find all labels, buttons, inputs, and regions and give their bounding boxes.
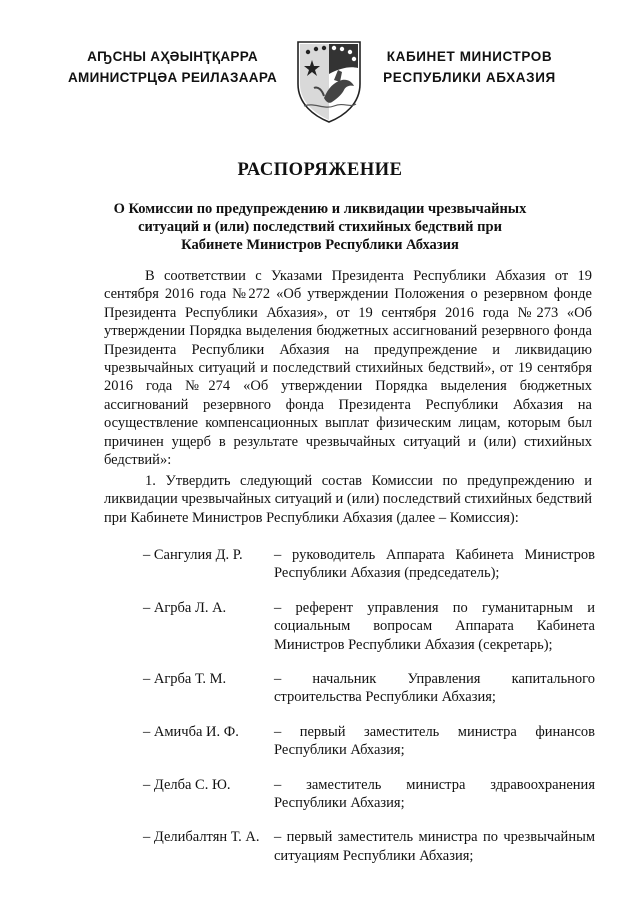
letterhead-abkhaz-line1: АҦСНЫ АҲӘЫНҬҚАРРА (87, 49, 258, 64)
coat-of-arms-icon (294, 38, 364, 124)
member-row (143, 599, 595, 654)
letterhead (0, 38, 640, 128)
letterhead-russian (372, 46, 567, 88)
preamble-paragraph: В соответствии с Указами Президента Республики Абхазия от 19 сентября 2016 года №272 «Об утверждении Положения о резервном фонде Президента Республики Абхазия», от 19 сентября 2016 года №273 «Об утверждении Порядка выделения бюджетных ассигнований резервного фонда Президента Республики Абхазия на предупреждение и ликвидацию чрезвычайных ситуаций и последствий стихийных бедствий», от 19 сентября 2016 года №274 «Об утверждении Порядка выделения бюджетных ассигнований резервного фонда Президента Республики Абхазия на осуществление компенсационных выплат физическим лицам, которым был причинен ущерб в результате чрезвычайных ситуаций и (или) стихийных бедствий»: (104, 268, 592, 469)
member-role: – первый заместитель министра по чрезвычайным ситуациям Республики Абхазия; (274, 829, 595, 864)
member-role: – руководитель Аппарата Кабинета Министров Республики Абхазия (председатель); (274, 547, 595, 582)
member-row (143, 546, 595, 583)
member-row (143, 776, 595, 813)
commission-members-list (143, 546, 595, 881)
member-name: – Делба С. Ю. (143, 776, 231, 793)
member-name: – Агрба Л. А. (143, 599, 227, 616)
letterhead-russian-line1: КАБИНЕТ МИНИСТРОВ (386, 49, 553, 64)
item-1-paragraph: 1. Утвердить следующий состав Комиссии по предупреждению и ликвидации чрезвычайных ситуаций и (или) последствий стихийных бедствий при Кабинете Министров Республики Абхазия (далее – Комиссия): (104, 473, 592, 526)
document-subtitle: О Комиссии по предупреждению и ликвидации чрезвычайных ситуаций и (или) последствий стихийных бедствий при Кабинете Министров Республики Абхазия (113, 201, 527, 253)
letterhead-russian-line2: РЕСПУБЛИКИ АБХАЗИЯ (383, 70, 556, 85)
member-name: – Агрба Т. М. (143, 671, 227, 688)
letterhead-abkhaz-line2: АМИНИСТРЦӘА РЕИЛАЗААРА (67, 70, 278, 85)
member-row (143, 723, 595, 760)
document-title: РАСПОРЯЖЕНИЕ (237, 160, 403, 180)
member-role: – заместитель министра здравоохранения Республики Абхазия; (274, 776, 595, 812)
member-name: – Делибалтян Т. А. (143, 829, 260, 846)
letterhead-abkhaz (60, 46, 285, 88)
member-role: – референт управления по гуманитарным и социальным вопросам Аппарата Кабинета Министров Республики Абхазия (секретарь); (274, 599, 595, 653)
member-role: – начальник Управления капитального строительства Республики Абхазия; (274, 671, 595, 706)
member-row (143, 828, 595, 865)
member-row (143, 670, 595, 707)
member-name: – Сангулия Д. Р. (143, 547, 243, 563)
member-role: – первый заместитель министра финансов Республики Абхазия; (274, 723, 595, 759)
member-name: – Амичба И. Ф. (143, 723, 239, 740)
